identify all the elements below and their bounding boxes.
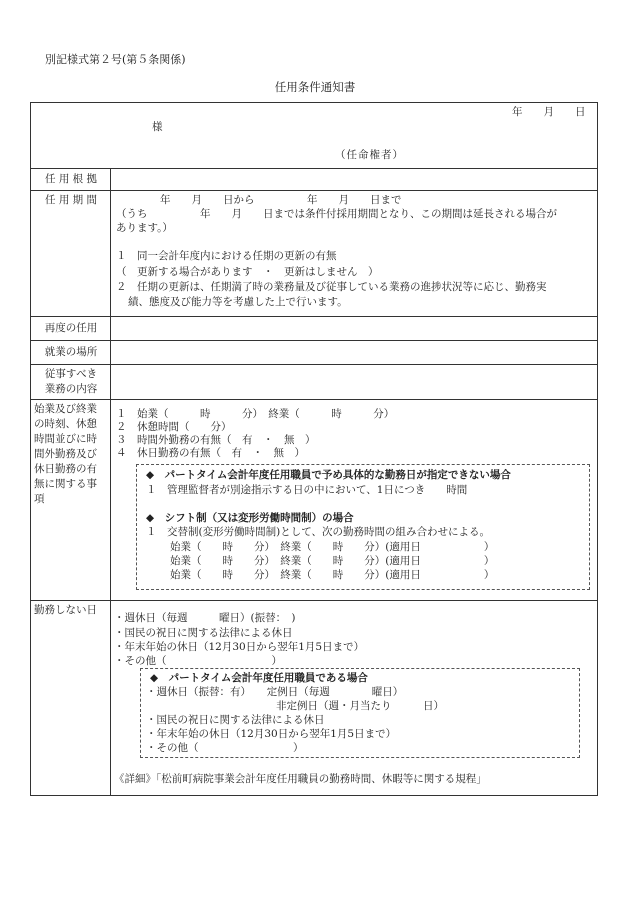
part-time-new-year-holiday: ・年末年始の休日（12月30日から翌年1月5日まで）: [146, 728, 397, 740]
part-time-weekly-holiday: ・週休日（振替：有） 定例日（毎週 曜日）: [146, 686, 404, 698]
detail-reference: 《詳細》「松前町病院事業会計年度任用職員の勤務時間、休暇等に関する規程」: [114, 773, 487, 785]
form-number: 別記様式第２号(第５条関係): [45, 53, 186, 66]
probation-line: （うち 年 月 日までは条件付採用期間となり、この期間は延長される場合が: [116, 208, 557, 220]
addressee: 様: [152, 121, 163, 133]
hours-label: 無に関する事: [34, 478, 97, 490]
renewal-note: ２ 任期の更新は、任期満了時の業務量及び従事している業務の進捗状況等に応じ、勤務実: [116, 281, 547, 293]
hours-label: 休日勤務の有: [34, 463, 97, 475]
part-time-irregular-holiday: 非定例日（週・月当たり 日）: [276, 700, 444, 712]
workplace-label: 就業の場所: [44, 346, 98, 358]
unspecified-days-heading: ◆ パートタイム会計年度任用職員で予め具体的な勤務日が指定できない場合: [146, 469, 511, 481]
part-time-holidays-heading: ◆ パートタイム会計年度任用職員である場合: [150, 672, 368, 684]
duties-label: 業務の内容: [44, 383, 98, 395]
shift-row-2: 始業（ 時 分） 終業（ 時 分）(適用日 ）: [170, 555, 495, 567]
row-divider: [30, 316, 598, 317]
hours-label: 時間並びに時: [34, 433, 97, 445]
renewal-note-end: 績、態度及び能力等を考慮した上で行います。: [128, 296, 348, 308]
new-year-holiday: ・年末年始の休日（12月30日から翌年1月5日まで）: [114, 641, 365, 653]
reappointment-label: 再度の任用: [44, 322, 98, 334]
unspecified-days-item: １ 管理監督者が別途指示する日の中において、1日につき 時間: [146, 484, 468, 496]
overtime-availability: ３ 時間外勤務の有無（ 有 ・ 無 ）: [116, 434, 316, 446]
shift-row-3: 始業（ 時 分） 終業（ 時 分）(適用日 ）: [170, 569, 495, 581]
row-divider: [30, 600, 598, 601]
hours-label: の時刻、休憩: [34, 418, 97, 430]
renewal-options: （ 更新する場合があります ・ 更新はしません ）: [116, 266, 379, 278]
probation-line-end: あります。）: [116, 222, 173, 234]
row-divider: [30, 399, 598, 400]
hours-label: 始業及び終業: [34, 403, 97, 415]
row-divider: [30, 364, 598, 365]
renewal-item: １ 同一会計年度内における任期の更新の有無: [116, 250, 337, 262]
part-time-national-holiday: ・国民の祝日に関する法律による休日: [146, 714, 325, 726]
start-end-time: １ 始業（ 時 分） 終業（ 時 分）: [116, 408, 395, 420]
shift-row-1: 始業（ 時 分） 終業（ 時 分）(適用日 ）: [170, 541, 495, 553]
shift-item: １ 交替制(変形労働時間制)として、次の勤務時間の組み合わせによる。: [146, 526, 490, 538]
duties-label: 従事すべき: [44, 368, 98, 380]
appointer: （任命権者）: [335, 149, 404, 161]
holidays-label: 勤務しない日: [34, 604, 97, 616]
shift-heading: ◆ シフト制（又は変形労働時間制）の場合: [146, 512, 354, 524]
period-dates: 年 月 日から 年 月 日まで: [160, 194, 402, 206]
document-title: 任用条件通知書: [274, 80, 356, 94]
row-divider: [30, 190, 598, 191]
row-divider: [30, 168, 598, 169]
holiday-work-availability: ４ 休日勤務の有無（ 有 ・ 無 ）: [116, 447, 305, 459]
part-time-other-holiday: ・その他（ ）: [146, 742, 304, 754]
column-divider: [110, 168, 111, 795]
weekly-holiday: ・週休日（毎週 曜日）(振替： ): [114, 612, 296, 624]
hours-label: 項: [34, 493, 45, 505]
row-divider: [30, 340, 598, 341]
hours-label: 間外勤務及び: [34, 448, 97, 460]
other-holiday: ・その他（ ）: [114, 655, 282, 667]
period-label: 任 用 期 間: [44, 194, 97, 206]
national-holiday: ・国民の祝日に関する法律による休日: [114, 627, 293, 639]
date-line: 年 月 日: [512, 106, 586, 118]
basis-label: 任 用 根 拠: [44, 173, 97, 185]
break-time: ２ 休憩時間（ 分）: [116, 421, 232, 433]
